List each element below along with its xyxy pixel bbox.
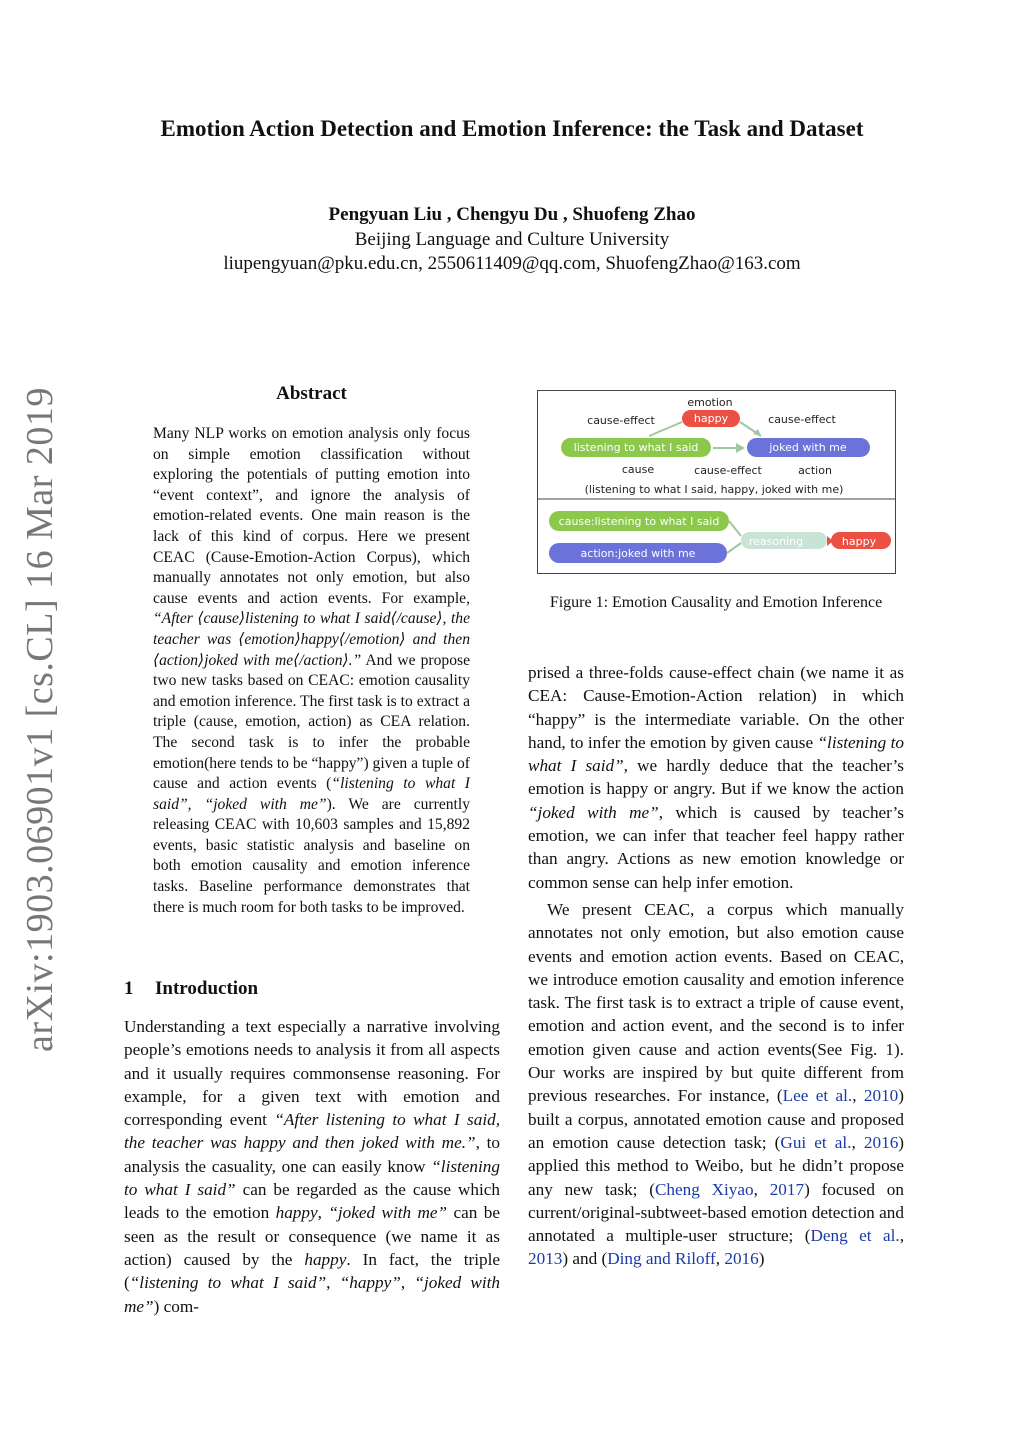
body-example: “joked with me” bbox=[528, 802, 659, 822]
body-text: prised a three-folds cause-effect chain (we name it as CEA: Cause-Emotion-Action relation) in which “happy” is the intermediate variable. On the other hand, to infer the emotion by given cause bbox=[528, 663, 904, 752]
body-text: Understanding a text especially a narrative involving people’s emotions needs to analysis it from all aspects and it usually requires commonsense reasoning. For example, for a given text with emotion and corresponding event bbox=[124, 1017, 500, 1130]
body-example: “listening to what I said” bbox=[124, 1156, 500, 1200]
abstract-example: “listening to what I said”, “joked with me” bbox=[153, 775, 470, 813]
section-number: 1 bbox=[124, 978, 134, 999]
author-emails: liupengyuan@pku.edu.cn, 2550611409@qq.com, ShuofengZhao@163.com bbox=[223, 253, 801, 274]
abstract-example: “After ⟨cause⟩listening to what I said⟨/cause⟩, the teacher was ⟨emotion⟩happy⟨/emotion⟩ and then ⟨action⟩joked with me⟨/action⟩.” bbox=[153, 610, 470, 669]
introduction-paragraph bbox=[124, 1015, 500, 1318]
action-event-text: joked with me bbox=[769, 441, 847, 454]
body-text: , bbox=[852, 1086, 864, 1106]
body-text: , which is caused by teacher’s emotion, we can infer that teacher feel happy rather than angry. Actions as new emotion knowledge or common sense can help infer emotion. bbox=[528, 802, 904, 892]
body-text: can be seen as the result or consequence (we name it as action) caused by the bbox=[124, 1203, 500, 1269]
reasoning-text: reasoning bbox=[748, 535, 804, 548]
body-text: , bbox=[899, 1226, 904, 1246]
emotion-label: emotion bbox=[687, 396, 733, 409]
body-example: “joked with me” bbox=[328, 1203, 448, 1223]
body-text: ) applied this method to Weibo, but he didn’t propose any new task; ( bbox=[528, 1132, 905, 1199]
citation-year-link[interactable]: 2016 bbox=[724, 1249, 759, 1269]
abstract-text-part: Many NLP works on emotion analysis only focus on simple emotion classification without exploring the potentials of putting emotion into “event context”, and ignore the analysis of emotion-related events. One main reason is the lack of this kind of corpus. Here we present CEAC (Cause-Emotion-Action Corpus), which manually annotates not only emotion, but also cause events and action events. For example, bbox=[153, 425, 470, 607]
citation-year-link[interactable]: 2016 bbox=[863, 1132, 899, 1152]
citation-link[interactable]: Ding and Riloff bbox=[607, 1249, 716, 1269]
citation-year-link[interactable]: 2013 bbox=[528, 1249, 563, 1269]
action-input-text: action:joked with me bbox=[580, 547, 696, 560]
body-example: “listening to what I said” bbox=[528, 732, 904, 776]
body-example: happy bbox=[304, 1249, 347, 1269]
citation-link[interactable]: Lee et al. bbox=[782, 1086, 853, 1106]
citation-year-link[interactable]: 2017 bbox=[769, 1179, 805, 1199]
author-list: Pengyuan Liu , Chengyu Du , Shuofeng Zhao bbox=[328, 204, 696, 225]
body-text: can be regarded as the cause which leads to the emotion bbox=[124, 1180, 500, 1223]
body-example: “happy” bbox=[339, 1273, 401, 1293]
inferred-happy-text: happy bbox=[841, 535, 877, 548]
figure-emotion-causality bbox=[537, 390, 896, 574]
body-text: , bbox=[753, 1179, 770, 1199]
cause-input-text: cause:listening to what I said bbox=[558, 515, 720, 528]
body-text: ) and ( bbox=[562, 1249, 608, 1269]
body-text: We present CEAC, a corpus which manually annotates not only emotion, but also emotion cause events and emotion action events. Based on CEAC, we introduce emotion causality and emotion inference task. The first task is to extract a triple of cause event, emotion and action event, and the second is to infer emotion given cause and action events(See Fig. 1). Our works are inspired by but quite different from previous researches. For instance, ( bbox=[528, 899, 904, 1106]
cause-effect-label-left: cause-effect bbox=[587, 414, 655, 427]
cause-effect-label-right: cause-effect bbox=[768, 413, 836, 426]
body-text: ) focused on current/original-subtweet-based emotion detection and annotated a multiple-user structure; ( bbox=[528, 1179, 904, 1246]
figure-caption: Figure 1: Emotion Causality and Emotion Inference bbox=[549, 594, 883, 611]
citation-link[interactable]: Deng et al. bbox=[810, 1226, 900, 1246]
body-text: , bbox=[317, 1203, 329, 1223]
paragraph bbox=[528, 661, 904, 894]
triple-text: (listening to what I said, happy, joked with me) bbox=[584, 483, 844, 496]
happy-emotion-text: happy bbox=[693, 412, 729, 425]
body-example: “joked with me” bbox=[124, 1273, 501, 1316]
citation-link[interactable]: Cheng Xiyao bbox=[654, 1179, 754, 1199]
arxiv-identifier: arXiv:1903.06901v1 [cs.CL] 16 Mar 2019 bbox=[19, 387, 61, 1052]
body-example: “listening to what I said” bbox=[129, 1273, 327, 1293]
cause-label: cause bbox=[621, 463, 655, 476]
body-text: . In fact, the triple ( bbox=[124, 1249, 500, 1293]
body-text: ) built a corpus, annotated emotion cause and proposed an emotion cause detection task; ( bbox=[528, 1086, 904, 1152]
abstract-text-part: ). We are currently releasing CEAC with 10,603 samples and 15,892 events, basic statistic analysis and baseline on both emotion causality and emotion inference tasks. Baseline performance demonstrates that there is much room for both tasks to be improved. bbox=[153, 795, 471, 916]
body-text: , bbox=[400, 1273, 415, 1293]
cause-event-text: listening to what I said bbox=[573, 441, 699, 454]
paper-title: Emotion Action Detection and Emotion Inference: the Task and Dataset bbox=[160, 116, 864, 141]
action-label: action bbox=[798, 464, 832, 477]
citation-year-link[interactable]: 2010 bbox=[863, 1086, 899, 1106]
body-text: ) bbox=[758, 1249, 765, 1269]
abstract-text bbox=[153, 424, 470, 918]
citation-link[interactable]: Gui et al. bbox=[780, 1132, 852, 1152]
section-heading-introduction bbox=[124, 978, 504, 1000]
abstract-heading: Abstract bbox=[276, 383, 347, 404]
body-text: ) com- bbox=[153, 1296, 199, 1316]
body-text: , to analysis the casuality, one can easily know bbox=[124, 1133, 500, 1176]
body-text: , we hardly deduce that the teacher’s emotion is happy or angry. But if we know the action bbox=[528, 756, 904, 799]
cause-effect-label-middle: cause-effect bbox=[694, 464, 762, 477]
paragraph bbox=[528, 898, 904, 1271]
right-column-body bbox=[528, 661, 904, 1271]
body-text: , bbox=[715, 1249, 725, 1269]
body-text: , bbox=[326, 1273, 340, 1293]
abstract-text-part: And we propose two new tasks based on CEAC: emotion causality and emotion inference. The first task is to extract a triple (cause, emotion, action) as CEA relation. The second task is to infer the probable emotion(here tends to be “happy”) given a tuple of cause and action events ( bbox=[153, 651, 470, 793]
body-example: “After listening to what I said, the teacher was happy and then joked with me.” bbox=[124, 1110, 501, 1153]
body-text: , bbox=[851, 1132, 864, 1152]
body-example: happy bbox=[275, 1203, 318, 1223]
section-title: Introduction bbox=[155, 978, 259, 999]
affiliation: Beijing Language and Culture University bbox=[354, 229, 670, 250]
